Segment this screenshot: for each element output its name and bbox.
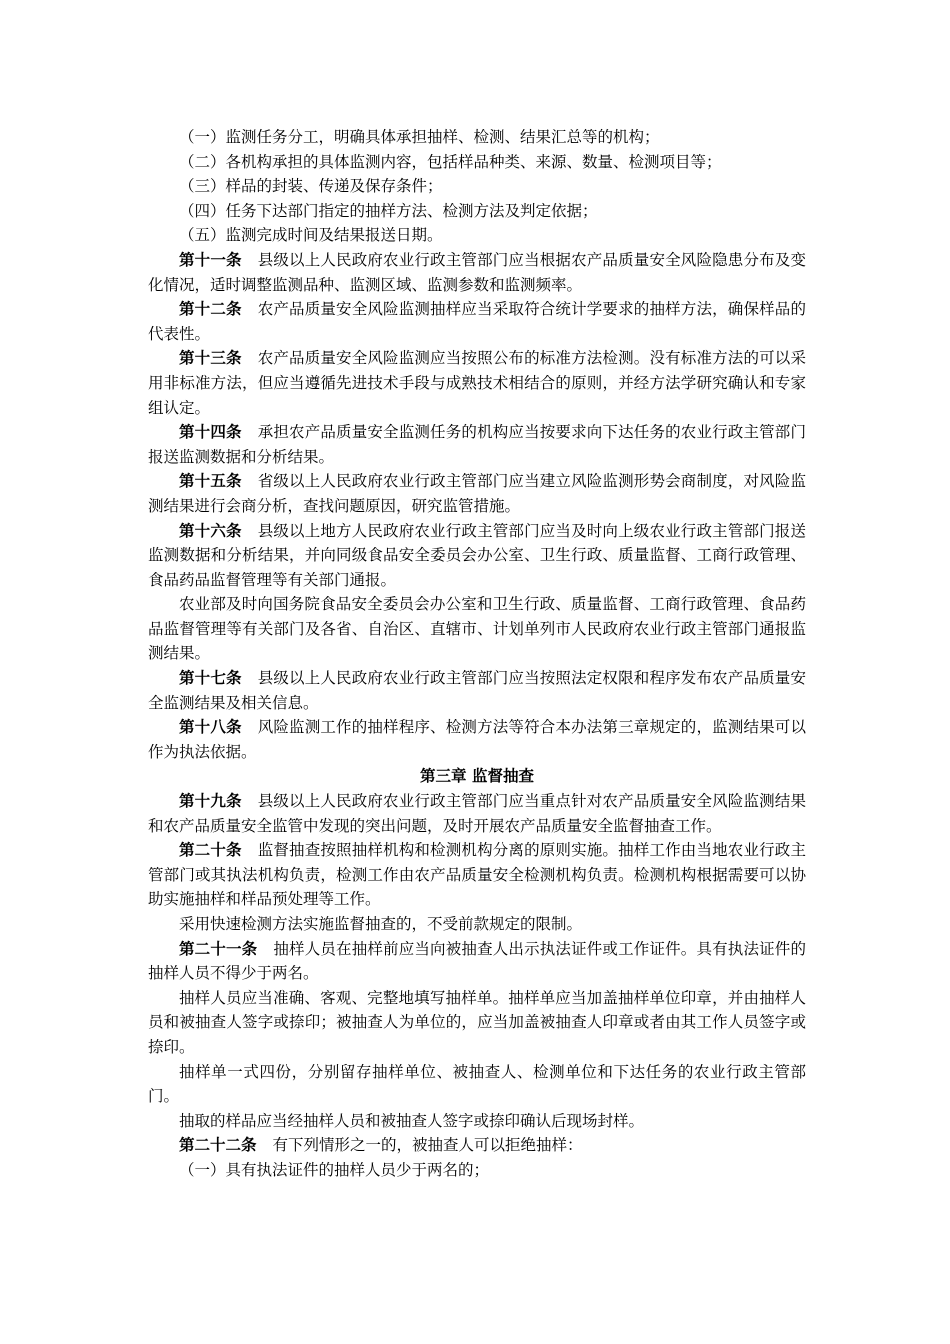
- article-label: 第十三条: [179, 348, 242, 368]
- article-text: 县级以上地方人民政府农业行政主管部门应当及时向上级农业行政主管部门报送监测数据和分析结果，并向同级食品安全委员会办公室、卫生行政、质量监督、工商行政管理、食品药品监督管理等有关部门通报。: [148, 521, 806, 589]
- list-item: （五）监测完成时间及结果报送日期。: [179, 226, 443, 245]
- article-21: [148, 937, 806, 986]
- article-label: 第十七条: [179, 668, 242, 688]
- article-text: 监督抽查按照抽样机构和检测机构分离的原则实施。抽样工作由当地农业行政主管部门或其执法机构负责，检测工作由农产品质量安全检测机构负责。检测机构根据需要可以协助实施抽样和样品预处理等工作。: [148, 841, 806, 909]
- article-label: 第十二条: [179, 299, 242, 319]
- list-item: （二）各机构承担的具体监测内容，包括样品种类、来源、数量、检测项目等；: [179, 152, 722, 171]
- article-label: 第十一条: [179, 249, 242, 269]
- article-text: 抽样人员在抽样前应当向被抽查人出示执法证件或工作证件。具有执法证件的抽样人员不得少于两名。: [148, 939, 806, 983]
- article-18: [148, 715, 806, 764]
- article-14: [148, 420, 806, 469]
- article-text: 县级以上人民政府农业行政主管部门应当根据农产品质量安全风险隐患分布及变化情况，适时调整监测品种、监测区域、监测参数和监测频率。: [148, 250, 806, 294]
- article-label: 第十六条: [179, 520, 242, 540]
- article-text: 风险监测工作的抽样程序、检测方法等符合本办法第三章规定的，监测结果可以作为执法依据。: [148, 718, 806, 761]
- list-item: （一）具有执法证件的抽样人员少于两名的；: [179, 1160, 490, 1179]
- article-text: 农产品质量安全风险监测应当按照公布的标准方法检测。没有标准方法的可以采用非标准方法，但应当遵循先进技术手段与成熟技术相结合的原则，并经方法学研究确认和专家组认定。: [148, 349, 806, 417]
- list-item: （三）样品的封装、传递及保存条件；: [179, 177, 443, 196]
- chapter-heading: 第三章 监督抽查: [420, 766, 534, 786]
- article-label: 第二十条: [179, 840, 242, 860]
- article-16: [148, 519, 806, 593]
- article-label: 第十五条: [179, 471, 242, 491]
- list-item: （四）任务下达部门指定的抽样方法、检测方法及判定依据；: [179, 201, 598, 220]
- paragraph: 抽样单一式四份，分别留存抽样单位、被抽查人、检测单位和下达任务的农业行政主管部门。: [148, 1062, 806, 1106]
- paragraph: 农业部及时向国务院食品安全委员会办公室和卫生行政、质量监督、工商行政管理、食品药品监督管理等有关部门及各省、自治区、直辖市、计划单列市人民政府农业行政主管部门通报监测结果。: [148, 595, 806, 663]
- article-11: [148, 248, 806, 297]
- article-label: 第十九条: [179, 791, 242, 811]
- article-text: 省级以上人民政府农业行政主管部门应当建立风险监测形势会商制度，对风险监测结果进行会商分析，查找问题原因，研究监管措施。: [148, 472, 806, 515]
- list-item: （一）监测任务分工，明确具体承担抽样、检测、结果汇总等的机构；: [179, 128, 660, 146]
- article-label: 第二十一条: [179, 938, 258, 958]
- article-label: 第十八条: [179, 717, 242, 737]
- article-19: [148, 789, 806, 838]
- article-20: [148, 838, 806, 912]
- article-text: 县级以上人民政府农业行政主管部门应当重点针对农产品质量安全风险监测结果和农产品质量安全监管中发现的突出问题，及时开展农产品质量安全监督抽查工作。: [148, 792, 806, 835]
- article-15: [148, 469, 806, 518]
- paragraph: 抽取的样品应当经抽样人员和被抽查人签字或捺印确认后现场封样。: [179, 1111, 645, 1130]
- article-12: [148, 297, 806, 346]
- article-text: 县级以上人民政府农业行政主管部门应当按照法定权限和程序发布农产品质量安全监测结果及相关信息。: [148, 669, 806, 712]
- article-13: [148, 346, 806, 420]
- article-label: 第十四条: [179, 422, 242, 442]
- article-text: 有下列情形之一的，被抽查人可以拒绝抽样：: [272, 1136, 583, 1155]
- article-label: 第二十二条: [179, 1135, 257, 1155]
- article-22: [148, 1133, 806, 1158]
- paragraph: 采用快速检测方法实施监督抽查的，不受前款规定的限制。: [179, 915, 583, 933]
- article-text: 农产品质量安全风险监测抽样应当采取符合统计学要求的抽样方法，确保样品的代表性。: [148, 300, 806, 343]
- paragraph: 抽样人员应当准确、客观、完整地填写抽样单。抽样单应当加盖抽样单位印章，并由抽样人员和被抽查人签字或捺印；被抽查人为单位的，应当加盖被抽查人印章或者由其工作人员签字或捺印。: [148, 988, 806, 1056]
- document-body: [148, 125, 806, 1183]
- article-text: 承担农产品质量安全监测任务的机构应当按要求向下达任务的农业行政主管部门报送监测数据和分析结果。: [148, 423, 806, 466]
- article-17: [148, 666, 806, 715]
